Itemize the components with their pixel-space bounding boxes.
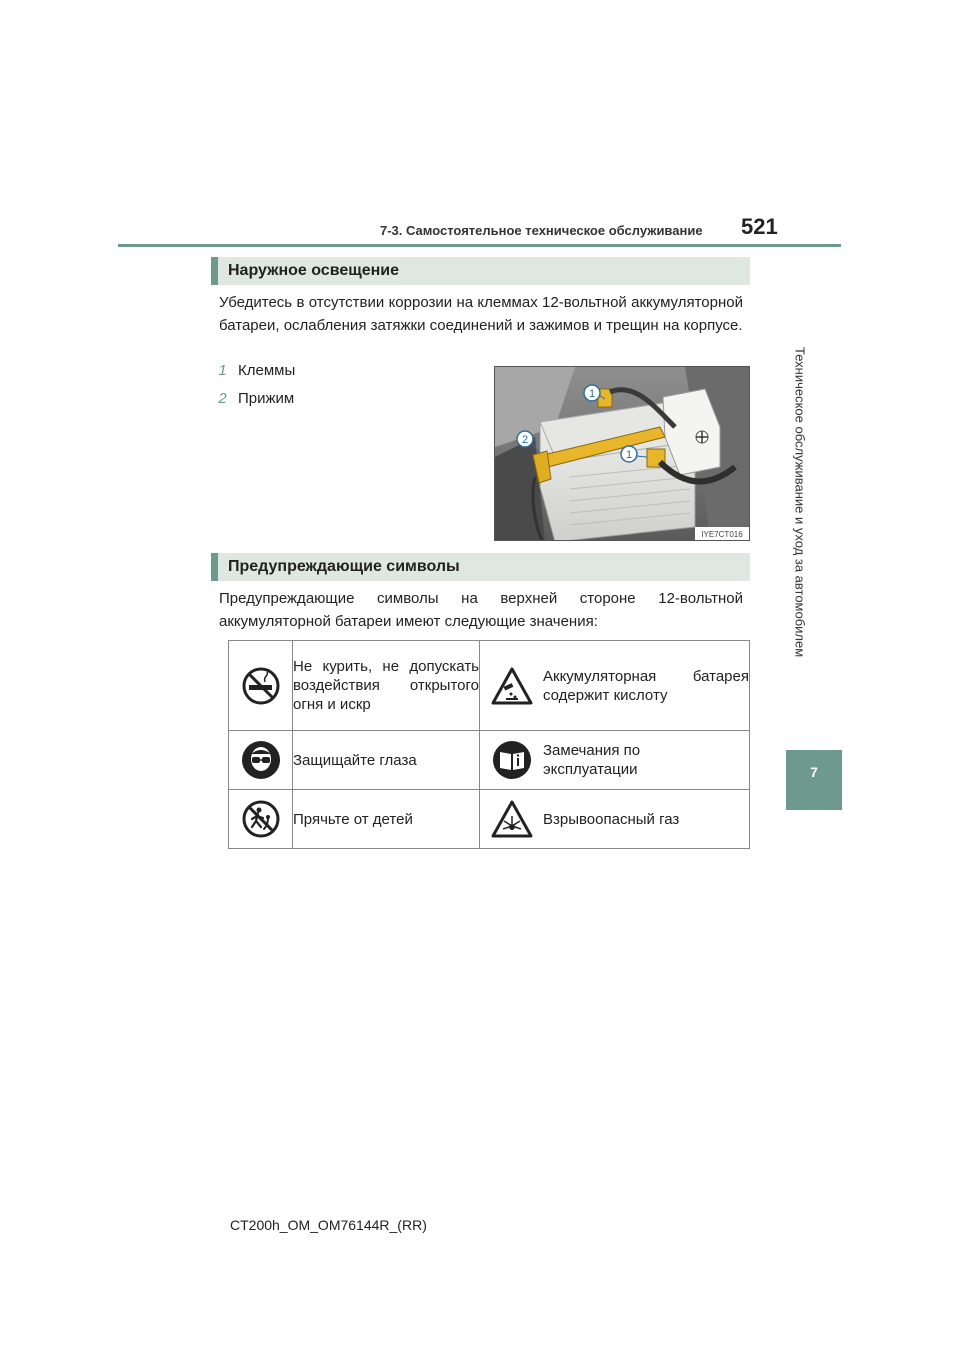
acid-warning-icon <box>491 667 533 705</box>
warning-text: Защищайте глаза <box>293 751 417 769</box>
warning-text: Не курить, не допускать воздействия открытого огня и искр <box>293 658 479 713</box>
warning-symbols-table <box>228 640 750 849</box>
icon-cell <box>229 790 293 849</box>
callout-number: 1 <box>625 449 633 461</box>
warning-text: Прячьте от детей <box>293 810 413 828</box>
section-title: 7-3. Самостоятельное техническое обслуживание <box>380 223 703 238</box>
item-label: Прижим <box>238 390 295 407</box>
item-number: 1 <box>218 362 227 379</box>
text-cell <box>543 641 750 731</box>
table-row <box>229 731 750 790</box>
warning-text: Взрывоопасный газ <box>543 810 680 828</box>
explosive-gas-icon <box>491 800 533 838</box>
chapter-title: Техническое обслуживание и уход за автомобилем <box>792 346 808 658</box>
keep-children-away-icon <box>241 799 281 839</box>
icon-cell <box>229 731 293 790</box>
section-heading-text: Предупреждающие символы <box>228 558 460 575</box>
eye-protection-icon <box>241 740 281 780</box>
exterior-paragraph: Убедитесь в отсутствии коррозии на клеммах 12-вольтной аккумуляторной батареи, ослабления затяжки соединений и зажимов и трещин на корпусе. <box>219 294 743 334</box>
photo-code: IYE7CT016 <box>701 530 743 539</box>
no-smoking-icon <box>241 666 281 706</box>
text-cell <box>293 790 480 849</box>
warning-text: Аккумуляторная батарея содержит кислоту <box>543 667 749 704</box>
list-item <box>218 362 295 379</box>
battery-photo <box>494 366 750 541</box>
chapter-tab[interactable] <box>786 750 842 810</box>
item-label: Клеммы <box>238 362 296 379</box>
warnings-paragraph: Предупреждающие символы на верхней стороне 12-вольтной аккумуляторной батареи имеют следующие значения: <box>219 590 743 630</box>
text-cell <box>543 731 750 790</box>
chapter-title-vertical <box>770 262 830 742</box>
item-number: 2 <box>218 390 227 407</box>
text-cell <box>293 641 480 731</box>
page-number: 521 <box>741 214 778 239</box>
warning-text-line: Замечания по эксплуатации <box>543 742 641 778</box>
icon-cell <box>229 641 293 731</box>
document-code: CT200h_OM_OM76144R_(RR) <box>230 1217 427 1233</box>
icon-cell <box>480 731 544 790</box>
list-item <box>218 390 294 407</box>
section-heading-warnings <box>211 553 750 581</box>
text-cell <box>543 790 750 849</box>
text-cell <box>293 731 480 790</box>
manual-icon <box>492 740 532 780</box>
table-row <box>229 790 750 849</box>
icon-cell <box>480 790 544 849</box>
icon-cell <box>480 641 544 731</box>
chapter-number: 7 <box>810 764 818 780</box>
header-rule <box>118 244 841 247</box>
callout-number: 2 <box>521 434 529 446</box>
section-heading-text: Наружное освещение <box>228 262 400 279</box>
callout-number: 1 <box>588 388 596 400</box>
section-heading-exterior <box>211 257 750 285</box>
table-row <box>229 641 750 731</box>
